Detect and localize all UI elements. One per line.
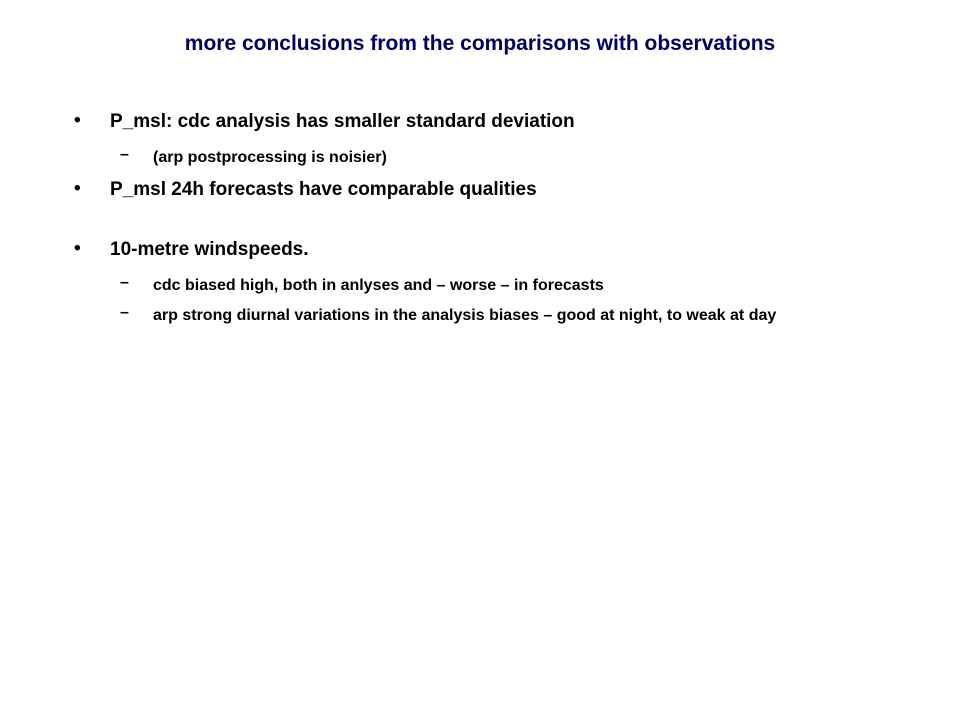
bullet-marker: • (74, 178, 81, 199)
bullet-marker: • (74, 238, 81, 259)
bullet-text: P_msl 24h forecasts have comparable qualities (110, 179, 537, 200)
slide-title: more conclusions from the comparisons with observations (184, 32, 776, 55)
bullet-text: P_msl: cdc analysis has smaller standard deviation (110, 111, 575, 132)
sub-bullet-marker: – (120, 146, 129, 163)
bullet-marker: • (74, 110, 81, 131)
sub-item-text: cdc biased high, both in anlyses and – worse – in forecasts (153, 277, 604, 294)
sub-item-text: (arp postprocessing is noisier) (153, 149, 387, 166)
sub-bullet-marker: – (120, 304, 129, 321)
sub-bullet-marker: – (120, 274, 129, 291)
sub-item-text: arp strong diurnal variations in the analysis biases – good at night, to weak at day (153, 307, 777, 324)
bullet-text: 10-metre windspeeds. (110, 239, 309, 260)
